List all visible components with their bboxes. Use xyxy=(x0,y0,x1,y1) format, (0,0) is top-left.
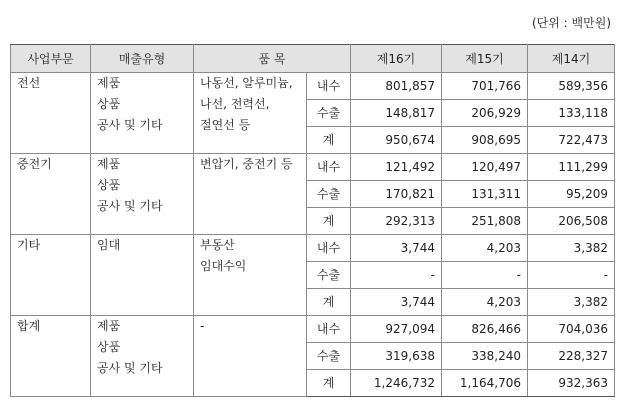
value-cell-14: - xyxy=(528,262,615,289)
sales-type-line: 공사 및 기타 xyxy=(97,361,163,375)
kind-cell: 계 xyxy=(307,127,351,154)
table-row xyxy=(11,73,615,100)
kind-cell: 계 xyxy=(307,370,351,397)
sales-type-cell xyxy=(91,235,194,316)
value-cell-14: 228,327 xyxy=(528,343,615,370)
kind-cell: 수출 xyxy=(307,262,351,289)
kind-cell: 계 xyxy=(307,289,351,316)
item-line: 부동산 xyxy=(200,238,235,252)
kind-cell: 수출 xyxy=(307,343,351,370)
header-period-14: 제14기 xyxy=(528,45,615,73)
value-cell-16: 801,857 xyxy=(351,73,442,100)
kind-cell: 내수 xyxy=(307,154,351,181)
value-cell-15: 131,311 xyxy=(442,181,528,208)
value-cell-15: 908,695 xyxy=(442,127,528,154)
items-cell xyxy=(194,235,307,316)
header-items: 품 목 xyxy=(194,45,351,73)
table-row xyxy=(11,154,615,181)
header-division: 사업부문 xyxy=(11,45,91,73)
value-cell-16: 170,821 xyxy=(351,181,442,208)
item-line: 나동선, 알루미늄, xyxy=(200,76,293,90)
header-sales-type: 매출유형 xyxy=(91,45,194,73)
table-row xyxy=(11,316,615,343)
value-cell-15: 701,766 xyxy=(442,73,528,100)
kind-cell: 수출 xyxy=(307,181,351,208)
unit-label: (단위 : 백만원) xyxy=(532,16,611,30)
kind-cell: 내수 xyxy=(307,235,351,262)
sales-type-line: 상품 xyxy=(97,97,121,111)
value-cell-16: 121,492 xyxy=(351,154,442,181)
value-cell-16: 950,674 xyxy=(351,127,442,154)
value-cell-14: 206,508 xyxy=(528,208,615,235)
value-cell-16: 3,744 xyxy=(351,289,442,316)
sales-type-line: 상품 xyxy=(97,178,121,192)
division-cell: 중전기 xyxy=(11,154,91,235)
value-cell-16: 148,817 xyxy=(351,100,442,127)
division-cell: 기타 xyxy=(11,235,91,316)
sales-type-line: 제품 xyxy=(97,76,121,90)
sales-type-line: 임대 xyxy=(97,238,121,252)
value-cell-15: 120,497 xyxy=(442,154,528,181)
value-cell-14: 932,363 xyxy=(528,370,615,397)
sales-table xyxy=(10,44,615,397)
sales-type-cell xyxy=(91,316,194,397)
division-cell: 합계 xyxy=(11,316,91,397)
value-cell-16: 3,744 xyxy=(351,235,442,262)
division-cell: 전선 xyxy=(11,73,91,154)
value-cell-16: 319,638 xyxy=(351,343,442,370)
items-cell xyxy=(194,154,307,235)
items-cell xyxy=(194,316,307,397)
value-cell-14: 3,382 xyxy=(528,235,615,262)
value-cell-14: 95,209 xyxy=(528,181,615,208)
item-line: - xyxy=(200,319,205,333)
kind-cell: 계 xyxy=(307,208,351,235)
sales-type-line: 제품 xyxy=(97,157,121,171)
sales-type-cell xyxy=(91,73,194,154)
header-period-16: 제16기 xyxy=(351,45,442,73)
value-cell-15: 4,203 xyxy=(442,235,528,262)
kind-cell: 수출 xyxy=(307,100,351,127)
sales-type-line: 상품 xyxy=(97,340,121,354)
item-line: 절연선 등 xyxy=(200,118,251,132)
value-cell-15: 251,808 xyxy=(442,208,528,235)
item-line: 임대수익 xyxy=(200,259,247,273)
value-cell-16: 292,313 xyxy=(351,208,442,235)
items-cell xyxy=(194,73,307,154)
sales-type-line: 공사 및 기타 xyxy=(97,118,163,132)
item-line: 나선, 전력선, xyxy=(200,97,270,111)
kind-cell: 내수 xyxy=(307,73,351,100)
header-row xyxy=(11,45,615,73)
table-row xyxy=(11,235,615,262)
value-cell-15: 1,164,706 xyxy=(442,370,528,397)
value-cell-14: 111,299 xyxy=(528,154,615,181)
value-cell-14: 722,473 xyxy=(528,127,615,154)
sales-type-cell xyxy=(91,154,194,235)
item-line: 변압기, 중전기 등 xyxy=(200,157,293,171)
value-cell-15: 826,466 xyxy=(442,316,528,343)
value-cell-14: 589,356 xyxy=(528,73,615,100)
value-cell-15: 206,929 xyxy=(442,100,528,127)
value-cell-14: 704,036 xyxy=(528,316,615,343)
value-cell-15: - xyxy=(442,262,528,289)
sales-type-line: 제품 xyxy=(97,319,121,333)
sales-type-line: 공사 및 기타 xyxy=(97,199,163,213)
header-period-15: 제15기 xyxy=(442,45,528,73)
value-cell-14: 133,118 xyxy=(528,100,615,127)
value-cell-16: 1,246,732 xyxy=(351,370,442,397)
value-cell-16: - xyxy=(351,262,442,289)
value-cell-16: 927,094 xyxy=(351,316,442,343)
kind-cell: 내수 xyxy=(307,316,351,343)
value-cell-14: 3,382 xyxy=(528,289,615,316)
value-cell-15: 338,240 xyxy=(442,343,528,370)
value-cell-15: 4,203 xyxy=(442,289,528,316)
